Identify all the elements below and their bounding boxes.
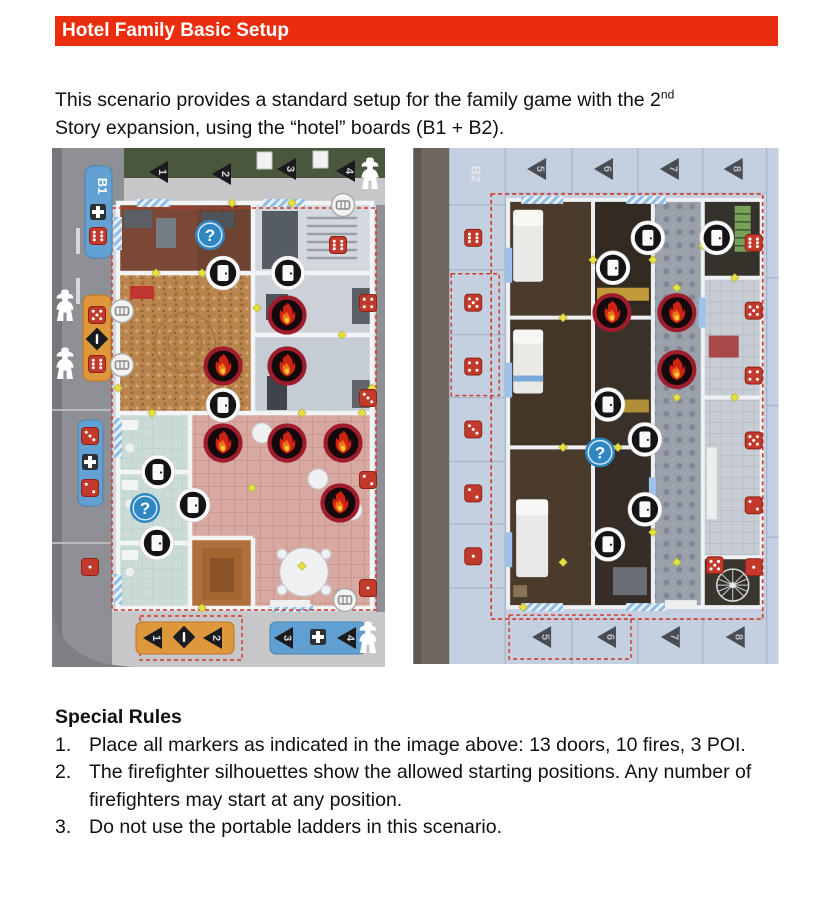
red-die-icon [82, 559, 99, 576]
portable-ladder-icon [334, 589, 357, 612]
red-die-icon [82, 428, 99, 445]
svg-text:5: 5 [534, 165, 547, 173]
poi-marker [585, 437, 615, 467]
svg-text:1: 1 [156, 168, 168, 176]
ambulance-spot-icon [310, 629, 326, 645]
red-die-icon [360, 390, 377, 407]
red-die-icon [465, 294, 482, 311]
red-die-icon [745, 367, 762, 384]
door-marker [591, 388, 625, 422]
red-die-icon [745, 559, 762, 576]
fire-marker [595, 295, 630, 330]
door-marker [591, 527, 625, 561]
red-die-icon [465, 548, 482, 565]
hallway-carpet [653, 200, 703, 607]
fire-marker [206, 426, 241, 461]
red-die-icon [360, 472, 377, 489]
ambulance-spot-icon [90, 204, 106, 220]
ordinal-suffix: nd [660, 87, 675, 101]
svg-text:7: 7 [667, 633, 680, 641]
fire-marker [270, 349, 305, 384]
portable-ladder-icon [111, 354, 134, 377]
street-door [313, 151, 328, 168]
special-rules-heading: Special Rules [55, 706, 182, 728]
svg-text:2: 2 [219, 170, 231, 178]
board-b1-illustration [52, 148, 385, 667]
board-b2-illustration [413, 148, 779, 664]
svg-text:8: 8 [730, 165, 743, 173]
red-die-icon [360, 295, 377, 312]
door-marker [140, 526, 174, 560]
svg-text:?: ? [594, 443, 606, 463]
special-rule-item [55, 759, 785, 814]
svg-text:3: 3 [284, 165, 296, 173]
page-title: Hotel Family Basic Setup [62, 20, 290, 41]
svg-text:?: ? [204, 226, 216, 245]
red-die-icon [465, 358, 482, 375]
red-bench [130, 286, 154, 299]
special-rule-item [55, 814, 785, 842]
rule-number: 1. [55, 733, 72, 756]
special-rules-section [55, 704, 785, 842]
red-die-icon [330, 237, 347, 254]
rule-text: Place all markers as indicated in the image above: 13 doors, 10 fires, 3 POI. [89, 733, 746, 756]
svg-text:3: 3 [281, 634, 293, 642]
svg-text:6: 6 [603, 633, 616, 641]
svg-text:1: 1 [150, 634, 162, 642]
red-die-icon [360, 580, 377, 597]
board-label: B1 [95, 177, 110, 195]
svg-text:5: 5 [539, 633, 552, 641]
svg-text:7: 7 [666, 165, 679, 173]
red-die-icon [89, 356, 106, 373]
portable-ladder-icon [332, 194, 355, 217]
board-photo-b2 [413, 148, 779, 664]
svg-text:4: 4 [343, 167, 355, 175]
fire-marker [326, 426, 361, 461]
red-die-icon [745, 234, 762, 251]
red-die-icon [90, 228, 107, 245]
red-die-icon [465, 229, 482, 246]
special-rules-list [55, 732, 785, 842]
red-die-icon [745, 497, 762, 514]
door-marker [141, 455, 175, 489]
red-die-icon [465, 485, 482, 502]
door-marker [596, 251, 630, 285]
rule-number: 2. [55, 761, 72, 783]
red-rug [709, 336, 739, 358]
fire-marker [659, 352, 694, 387]
rule-text: The firefighter silhouettes show the allowed starting positions. Any number of firefighters may start at any position. [89, 761, 752, 811]
door-marker [206, 388, 240, 422]
red-die-icon [465, 421, 482, 438]
poi-marker [130, 493, 160, 523]
spiral-staircase [717, 569, 749, 601]
intro-paragraph [55, 86, 787, 142]
section-title-bar [55, 16, 778, 46]
door-marker [271, 256, 305, 290]
door-marker [631, 221, 665, 255]
svg-text:?: ? [139, 499, 151, 518]
red-die-icon [745, 302, 762, 319]
red-die-icon [745, 432, 762, 449]
svg-text:8: 8 [732, 633, 745, 641]
poi-marker [195, 220, 225, 250]
rule-number: 3. [55, 816, 72, 838]
red-die-icon [89, 307, 106, 324]
svg-text:6: 6 [600, 165, 613, 173]
rule-text: Do not use the portable ladders in this scenario. [89, 816, 502, 838]
intro-line2: Story expansion, using the “hotel” boards (B1 + B2). [55, 116, 505, 139]
intro-line1: This scenario provides a standard setup for the family game with the 2 [55, 88, 661, 111]
portable-ladder-icon [111, 300, 134, 323]
red-die-icon [82, 480, 99, 497]
fire-marker [270, 298, 305, 333]
fire-marker [270, 426, 305, 461]
svg-text:4: 4 [344, 634, 356, 642]
door-marker [176, 488, 210, 522]
door-marker [628, 422, 662, 456]
red-die-icon [706, 557, 723, 574]
door-marker [700, 221, 734, 255]
door-marker [628, 492, 662, 526]
street-door [257, 152, 272, 169]
fire-marker [659, 295, 694, 330]
door-marker [206, 256, 240, 290]
special-rule-item [55, 732, 785, 760]
board-label: B2 [468, 165, 484, 183]
board-photo-b1 [52, 148, 385, 667]
fire-marker [323, 486, 358, 521]
svg-text:2: 2 [210, 634, 222, 642]
ambulance-spot-icon [82, 454, 98, 470]
fire-marker [206, 349, 241, 384]
